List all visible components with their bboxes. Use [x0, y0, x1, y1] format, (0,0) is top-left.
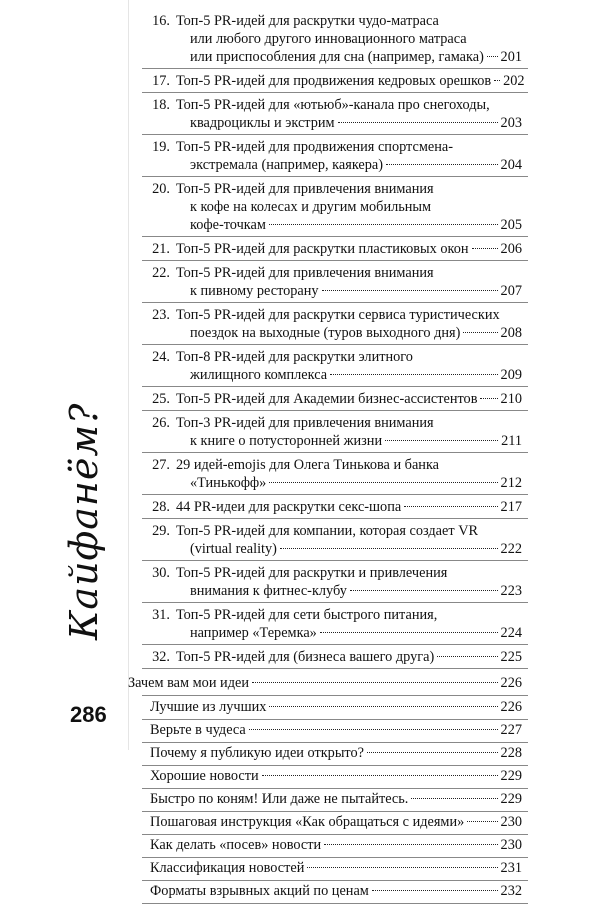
entry-separator: [142, 518, 528, 519]
entry-page: 223: [500, 583, 522, 599]
entry-last-line: [190, 624, 522, 642]
entry-number: 17.: [152, 73, 170, 89]
entry-page: 209: [500, 367, 522, 383]
entry-page: 217: [500, 499, 522, 515]
leader-dots: [437, 656, 497, 657]
entry-number: 31.: [152, 607, 170, 623]
entry-last-line: [176, 648, 522, 666]
page-number: 286: [70, 702, 107, 727]
entry-last-line: [190, 582, 522, 600]
book-title-vertical: Кайфанём?: [62, 402, 106, 640]
entry-number: 19.: [152, 139, 170, 155]
entry-title: поездок на выходные (туров выходного дня): [190, 325, 461, 341]
entry-title: внимания к фитнес-клубу: [190, 583, 347, 599]
entry-last-line: [190, 156, 522, 174]
subsection-entry: [150, 790, 522, 808]
entry-last-line: [190, 474, 522, 492]
entry-separator: [142, 811, 528, 812]
leader-dots: [463, 332, 497, 333]
subsection-page: 230: [500, 814, 522, 830]
entry-page: 210: [500, 391, 522, 407]
entry-page: 224: [500, 625, 522, 641]
entry-separator: [142, 386, 528, 387]
entry-title: Топ-5 PR-идей для раскрутки и привлечения: [176, 565, 448, 581]
entry-line: [176, 456, 522, 474]
entry-separator: [142, 452, 528, 453]
entry-line: [176, 12, 522, 30]
section-heading: [128, 674, 522, 692]
entry-separator: [142, 602, 528, 603]
leader-dots: [307, 867, 497, 868]
entry-separator: [142, 176, 528, 177]
entry-title: Топ-5 PR-идей для раскрутки пластиковых окон: [176, 241, 469, 257]
entry-line: [176, 306, 522, 324]
entry-title: Топ-5 PR-идей для (бизнеса вашего друга): [176, 649, 435, 665]
entry-title: экстремала (например, каякера): [190, 157, 384, 173]
entry-title: квадроциклы и экстрим: [190, 115, 335, 131]
entry-title: «Тинькофф»: [190, 475, 267, 491]
entry-separator: [142, 742, 528, 743]
entry-page: 203: [500, 115, 522, 131]
entry-title: или приспособления для сна (например, гамака): [190, 49, 484, 65]
entry-last-line: [190, 366, 522, 384]
entry-separator: [142, 880, 528, 881]
entry-title: Топ-5 PR-идей для привлечения внимания: [176, 181, 434, 197]
leader-dots: [269, 482, 497, 483]
entry-separator: [142, 344, 528, 345]
subsection-entry: [150, 836, 522, 854]
leader-dots: [411, 798, 497, 799]
entry-last-line: [190, 216, 522, 234]
entry-line: [190, 198, 522, 216]
entry-separator: [142, 260, 528, 261]
subsection-page: 226: [500, 699, 522, 715]
entry-number: 20.: [152, 181, 170, 197]
entry-separator: [142, 857, 528, 858]
leader-dots: [330, 374, 497, 375]
entry-title: Топ-5 PR-идей для продвижения спортсмена-: [176, 139, 453, 155]
entry-separator: [142, 668, 528, 669]
entry-page: 208: [500, 325, 522, 341]
entry-title: к пивному ресторану: [190, 283, 319, 299]
leader-dots: [338, 122, 498, 123]
leader-dots: [385, 440, 498, 441]
entry-separator: [142, 695, 528, 696]
entry-separator: [142, 92, 528, 93]
entry-number: 16.: [152, 13, 170, 29]
subsection-entry: [150, 767, 522, 785]
subsection-page: 229: [500, 768, 522, 784]
entry-title: например «Теремка»: [190, 625, 317, 641]
entry-page: 211: [501, 433, 522, 449]
entry-page: 225: [500, 649, 522, 665]
entry-number: 32.: [152, 649, 170, 665]
entry-page: 202: [503, 73, 525, 89]
entry-number: 18.: [152, 97, 170, 113]
entry-title: Топ-5 PR-идей для раскрутки чудо-матраса: [176, 13, 439, 29]
entry-title: Топ-5 PR-идей для «ютьюб»-канала про снегоходы,: [176, 97, 490, 113]
subsection-entry: [150, 882, 522, 900]
entry-page: 207: [500, 283, 522, 299]
entry-title: (virtual reality): [190, 541, 277, 557]
leader-dots: [480, 398, 497, 399]
entry-separator: [142, 410, 528, 411]
entry-line: [176, 414, 522, 432]
entry-last-line: [190, 540, 522, 558]
entry-title: Топ-5 PR-идей для раскрутки сервиса туристических: [176, 307, 500, 323]
entry-number: 21.: [152, 241, 170, 257]
entry-line: [176, 348, 522, 366]
leader-dots: [467, 821, 497, 822]
subsection-page: 229: [500, 791, 522, 807]
entry-last-line: [190, 114, 522, 132]
entry-line: [176, 96, 522, 114]
entry-page: 204: [500, 157, 522, 173]
entry-title: жилищного комплекса: [190, 367, 328, 383]
leader-dots: [494, 80, 500, 81]
entry-title: Топ-5 PR-идей для компании, которая создает VR: [176, 523, 479, 539]
entry-title: кофе-точкам: [190, 217, 266, 233]
subsection-title: Лучшие из лучших: [150, 699, 267, 715]
entry-last-line: [190, 432, 522, 450]
subsection-title: Как делать «посев» новости: [150, 837, 322, 853]
subsection-page: 227: [500, 722, 522, 738]
entry-number: 27.: [152, 457, 170, 473]
subsection-title: Хорошие новости: [150, 768, 259, 784]
entry-page: 205: [500, 217, 522, 233]
entry-last-line: [176, 390, 522, 408]
entry-number: 22.: [152, 265, 170, 281]
subsection-page: 230: [500, 837, 522, 853]
leader-dots: [404, 506, 497, 507]
entry-separator: [142, 302, 528, 303]
leader-dots: [372, 890, 498, 891]
entry-title: Топ-5 PR-идей для привлечения внимания: [176, 265, 434, 281]
entry-title: Топ-5 PR-идей для Академии бизнес-ассистентов: [176, 391, 478, 407]
entry-line: [190, 30, 522, 48]
entry-page: 201: [500, 49, 522, 65]
leader-dots: [252, 682, 498, 683]
leader-dots: [269, 224, 498, 225]
entry-last-line: [176, 498, 522, 516]
entry-page: 212: [500, 475, 522, 491]
entry-separator: [142, 134, 528, 135]
entry-last-line: [190, 282, 522, 300]
entry-line: [176, 264, 522, 282]
entry-separator: [142, 236, 528, 237]
leader-dots: [487, 56, 498, 57]
entry-separator: [142, 68, 528, 69]
entry-title: Топ-5 PR-идей для сети быстрого питания,: [176, 607, 438, 623]
entry-number: 26.: [152, 415, 170, 431]
entry-line: [176, 606, 522, 624]
entry-page: 222: [500, 541, 522, 557]
leader-dots: [386, 164, 498, 165]
leader-dots: [280, 548, 498, 549]
entry-separator: [142, 494, 528, 495]
entry-page: 206: [500, 241, 522, 257]
leader-dots: [472, 248, 498, 249]
leader-dots: [320, 632, 498, 633]
entry-title: к кофе на колесах и другим мобильным: [190, 199, 432, 215]
entry-title: 29 идей-emojis для Олега Тинькова и банка: [176, 457, 440, 473]
entry-separator: [142, 719, 528, 720]
subsection-title: Пошаговая инструкция «Как обращаться с идеями»: [150, 814, 465, 830]
subsection-title: Верьте в чудеса: [150, 722, 246, 738]
subsection-title: Почему я публикую идеи открыто?: [150, 745, 364, 761]
subsection-page: 228: [500, 745, 522, 761]
entry-title: Топ-3 PR-идей для привлечения внимания: [176, 415, 434, 431]
entry-line: [176, 564, 522, 582]
entry-title: 44 PR-идеи для раскрутки секс-шопа: [176, 499, 402, 515]
leader-dots: [262, 775, 498, 776]
entry-last-line: [190, 324, 522, 342]
leader-dots: [350, 590, 498, 591]
subsection-entry: [150, 813, 522, 831]
entry-line: [176, 522, 522, 540]
entry-separator: [142, 644, 528, 645]
entry-last-line: [176, 240, 522, 258]
entry-line: [176, 180, 522, 198]
entry-title: Топ-8 PR-идей для раскрутки элитного: [176, 349, 413, 365]
subsection-entry: [150, 721, 522, 739]
entry-title: или любого другого инновационного матраса: [190, 31, 467, 47]
entry-last-line: [176, 72, 525, 90]
subsection-page: 232: [500, 883, 522, 899]
subsection-entry: [150, 859, 522, 877]
entry-title: к книге о потусторонней жизни: [190, 433, 383, 449]
section-page: 226: [500, 675, 522, 691]
subsection-entry: [150, 698, 522, 716]
entry-line: [176, 138, 522, 156]
entry-separator: [142, 834, 528, 835]
entry-number: 28.: [152, 499, 170, 515]
subsection-entry: [150, 744, 522, 762]
entry-number: 30.: [152, 565, 170, 581]
section-title: Зачем вам мои идеи: [128, 675, 249, 691]
entry-separator: [142, 788, 528, 789]
subsection-title: Классификация новостей: [150, 860, 305, 876]
entry-last-line: [190, 48, 522, 66]
entry-number: 24.: [152, 349, 170, 365]
entry-separator: [142, 765, 528, 766]
entry-number: 29.: [152, 523, 170, 539]
entry-number: 23.: [152, 307, 170, 323]
leader-dots: [249, 729, 498, 730]
subsection-page: 231: [500, 860, 522, 876]
leader-dots: [269, 706, 497, 707]
leader-dots: [322, 290, 498, 291]
entry-title: Топ-5 PR-идей для продвижения кедровых орешков: [176, 73, 492, 89]
entry-number: 25.: [152, 391, 170, 407]
leader-dots: [324, 844, 497, 845]
leader-dots: [367, 752, 498, 753]
entry-separator: [142, 560, 528, 561]
subsection-title: Быстро по коням! Или даже не пытайтесь.: [150, 791, 409, 807]
subsection-title: Форматы взрывных акций по ценам: [150, 883, 369, 899]
